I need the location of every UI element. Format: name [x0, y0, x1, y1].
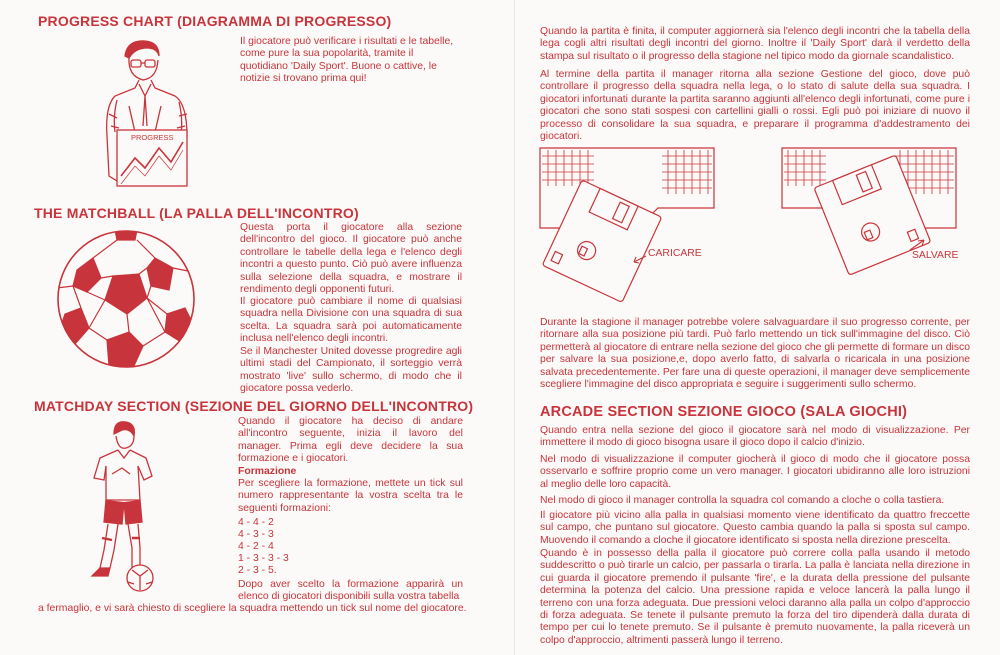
load-label: CARICARE — [648, 248, 702, 259]
matchball-paragraph-1: Questa porta il giocatore alla sezione dell'incontro del gioco. Il giocatore può anche controllare le tabelle della lega e l'elenco degli incontri a questo punto. Ciò può avere influenza sulla selezione della squadra, e mostrare il rendimento degli opponenti futuri. — [240, 222, 462, 296]
matchday-paragraph-3b: a fermaglio, e vi sarà chiesto di scegliere la squadra mettendo un tick sul nome del giocatore. — [38, 603, 467, 614]
progress-board-label: PROGRESS — [131, 133, 174, 142]
matchday-paragraph-3a: Dopo aver scelto la formazione apparirà un elenco di giocatori disponibili sulla vostra tabella — [238, 579, 463, 603]
formation-option[interactable]: 2 - 3 - 5. — [238, 565, 277, 576]
matchball-paragraph-2: Il giocatore può cambiare il nome di qualsiasi squadra nella Divisione con una squadra di sua scelta. La squadra sarà poi automaticamente inclusa nell'elenco degli incontri. — [240, 296, 462, 345]
formation-option[interactable]: 4 - 3 - 3 — [238, 529, 274, 540]
page-gutter — [514, 0, 515, 655]
save-progress-paragraph: Durante la stagione il manager potrebbe volere salvaguardare il suo progresso corrente, per ritornare alla sua posizione più tardi. Può farlo mettendo un tick sull'immagine del disco. Ciò permetterà al giocatore di entrare nella sezione del gioco che gli permette di formare un disco per salvare la sua posizione,e, dopo averlo fatto, di salvarla o ricaricala in una posizione salvata precedentemente. Per fare una di queste operazioni, il manager deve semplicemente scegliere l'immagine del disco appropriata e seguire i suggerimenti sullo schermo. — [540, 317, 970, 391]
matchball-title: THE MATCHBALL (LA PALLA DELL'INCONTRO) — [34, 205, 359, 221]
arcade-paragraph-3: Nel modo di gioco il manager controlla la squadra col comando a cloche o colla tastiera. — [540, 495, 945, 506]
arcade-paragraph-5: Quando è in possesso della palla il giocatore può correre colla palla usando il metodo suddescritto o può tirarle un calcio, per passarla o tirarla. La palla è lanciata nella direzione in cui guarda il giocatore premendo il pulsante 'fire', e la durata della pressione del pulsante determina la potenza del calcio. Una pressione rapida e veloce lancerà la palla lungo il terreno con una forza adeguata. Due pressioni veloci daranno alla palla un colpo d'approccio di forza adeguata. Se tenete il pulsante premuto la forza del tiro dipenderà dalla durata di tempo per cui lo tenete premuto. Se il pulsante è premuto nuovamente, la palla riceverà un colpo d'approccio, altrimenti passerà lungo il terreno. — [540, 548, 970, 646]
save-disk-image[interactable] — [780, 146, 976, 296]
football-illustration — [55, 228, 197, 370]
post-match-paragraph-2: Al termine della partita il manager ritorna alla sezione Gestione del gioco, dove può controllare il progresso della squadra nella lega, o lo stato di salute della sua squadra. I giocatori infortunati durante la partita saranno aggiunti all'elenco degli infortunati, come pure i giocatori che sono stati sospesi con cartellini gialli o rossi. Egli può poi iniziare di nuovo il processo di consolidare la sua squadra, e preparare il programma d'addestramento dei giocatori. — [540, 69, 970, 143]
formation-option[interactable]: 1 - 3 - 3 - 3 — [238, 553, 289, 564]
matchday-title: MATCHDAY SECTION (SEZIONE DEL GIORNO DELL'INCONTRO) — [34, 398, 474, 414]
arcade-title: ARCADE SECTION SEZIONE GIOCO (SALA GIOCHI) — [540, 404, 908, 420]
post-match-paragraph-1: Quando la partita è finita, il computer aggiornerà sia l'elenco degli incontri che la tabella della lega cogli altri risultati degli incontri del giorno. Inoltre il 'Daily Sport' darà il verdetto della stampa sul risultato o il progresso della stagione nel tipico modo da giornale scandalistico. — [540, 26, 970, 62]
load-disk-image[interactable] — [538, 146, 734, 296]
arcade-paragraph-1: Quando entra nella sezione del gioco il giocatore sarà nel modo di visualizzazione. Per immettere il modo di gioco bisogna usare il gioco dopo il calcio d'inizio. — [540, 425, 970, 449]
progress-chart-text: Il giocatore può verificare i risultati e le tabelle, come pure la sua popolarità, tramite il quotidiano 'Daily Sport'. Buone o cattive, le notizie si trovano prima qui! — [240, 36, 454, 85]
formation-list — [238, 517, 289, 577]
formation-option[interactable]: 4 - 4 - 2 — [238, 517, 274, 528]
formazione-subhead: Formazione — [238, 466, 297, 477]
progress-board — [115, 128, 191, 190]
arcade-paragraph-4: Il giocatore più vicino alla palla in qualsiasi momento viene identificato da quattro freccette sul campo, che puntano sul giocatore. Questo cambia quando la palla si sposta sul campo. Muovendo il comando a cloche il giocatore identificato si sposta nella direzione prescelta. — [540, 510, 970, 546]
matchday-paragraph-2: Per scegliere la formazione, mettete un tick sul numero rappresentante la vostra scelta tra le seguenti formazioni: — [238, 478, 463, 514]
arcade-paragraph-2: Nel modo di visualizzazione il computer giocherà il gioco di modo che il giocatore possa osservarlo e soffrire proprio come un vero manager. I giocatori ubidiranno alle loro istruzioni al meglio delle loro capacità. — [540, 454, 970, 490]
matchday-paragraph-1: Quando il giocatore ha deciso di andare all'incontro seguente, inizia il lavoro del manager. Prima egli deve decidere la sua formazione e i giocatori. — [238, 416, 463, 465]
save-label: SALVARE — [912, 250, 959, 261]
footballer-illustration — [78, 418, 168, 594]
formation-option[interactable]: 4 - 2 - 4 — [238, 541, 274, 552]
matchball-paragraph-3: Se il Manchester United dovesse progredire agli ultimi stadi del Campionato, il sorteggio verrà mostrato 'live' sullo schermo, di modo che il giocatore possa vederlo. — [240, 346, 462, 395]
progress-chart-title: PROGRESS CHART (DIAGRAMMA DI PROGRESSO) — [38, 13, 392, 29]
